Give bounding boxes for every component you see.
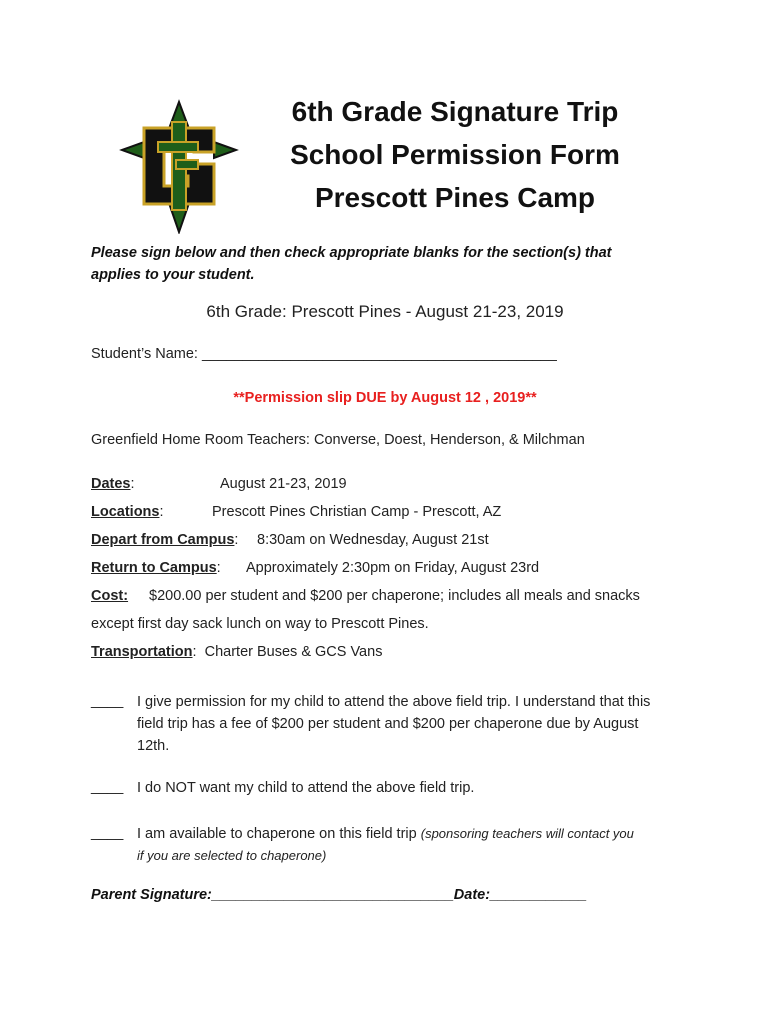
grade-heading: 6th Grade: Prescott Pines - August 21-23, 2019 xyxy=(206,302,564,321)
permission-line-2: field trip has a fee of $200 per student and $200 per chaperone due by August xyxy=(137,716,639,732)
dates-value: August 21-23, 2019 xyxy=(220,476,347,492)
parent-signature-label: Parent Signature: xyxy=(91,887,212,903)
permission-option-text xyxy=(137,691,650,757)
chaperone-option-text xyxy=(137,823,634,867)
cost-value: $200.00 per student and $200 per chaperone; includes all meals and snacks xyxy=(149,588,640,604)
depart-row xyxy=(91,532,238,548)
permission-line-3: 12th. xyxy=(137,738,170,754)
return-row xyxy=(91,560,221,576)
transportation-label: Transportation xyxy=(91,644,193,660)
due-notice: **Permission slip DUE by August 12 , 2019** xyxy=(233,390,537,406)
depart-suffix: : xyxy=(234,532,239,548)
chaperone-note-2: if you are selected to chaperone) xyxy=(137,848,327,863)
dates-label: Dates xyxy=(91,476,131,492)
decline-option-text: I do NOT want my child to attend the above field trip. xyxy=(137,780,475,796)
decline-check-blank[interactable]: ____ xyxy=(91,779,124,795)
chaperone-note-1: (sponsoring teachers will contact you xyxy=(420,826,634,841)
intro-line-1: Please sign below and then check appropriate blanks for the section(s) that xyxy=(91,245,612,261)
intro-line-2: applies to your student. xyxy=(91,267,255,283)
date-label: Date: xyxy=(453,887,491,903)
locations-label: Locations xyxy=(91,504,160,520)
student-name-row xyxy=(91,346,557,362)
student-name-field[interactable]: ____________________________________________ xyxy=(201,346,557,362)
depart-value: 8:30am on Wednesday, August 21st xyxy=(257,532,489,548)
dates-suffix: : xyxy=(130,476,135,492)
depart-label: Depart from Campus xyxy=(91,532,235,548)
return-label: Return to Campus xyxy=(91,560,217,576)
title-line-1: 6th Grade Signature Trip xyxy=(291,96,619,127)
parent-signature-field[interactable]: ______________________________ xyxy=(211,887,454,903)
greenfield-cross-logo-icon xyxy=(118,98,240,234)
student-name-label: Student’s Name: xyxy=(91,346,198,362)
title-line-2: School Permission Form xyxy=(290,139,620,170)
transportation-row xyxy=(91,644,382,660)
return-value: Approximately 2:30pm on Friday, August 23rd xyxy=(246,560,540,576)
return-suffix: : xyxy=(216,560,221,576)
date-field[interactable]: ____________ xyxy=(490,887,587,903)
permission-line-1: I give permission for my child to attend the above field trip. I understand that this xyxy=(137,694,651,710)
chaperone-check-blank[interactable]: ____ xyxy=(91,825,124,841)
chaperone-line-1: I am available to chaperone on this field trip xyxy=(137,826,417,842)
signature-row xyxy=(91,887,587,903)
intro-instructions xyxy=(91,242,671,286)
cost-continuation: except first day sack lunch on way to Prescott Pines. xyxy=(91,616,429,632)
transportation-suffix: : xyxy=(192,644,197,660)
permission-check-blank[interactable]: ____ xyxy=(91,693,124,709)
title-line-3: Prescott Pines Camp xyxy=(314,182,596,213)
cost-label xyxy=(91,588,128,604)
transportation-value: Charter Buses & GCS Vans xyxy=(204,644,383,660)
locations-value: Prescott Pines Christian Camp - Prescott, AZ xyxy=(212,504,502,520)
locations-row xyxy=(91,504,164,520)
locations-suffix: : xyxy=(159,504,164,520)
cost-label-text: Cost: xyxy=(91,588,129,604)
teachers-line: Greenfield Home Room Teachers: Converse, Doest, Henderson, & Milchman xyxy=(91,432,585,448)
dates-row xyxy=(91,476,135,492)
